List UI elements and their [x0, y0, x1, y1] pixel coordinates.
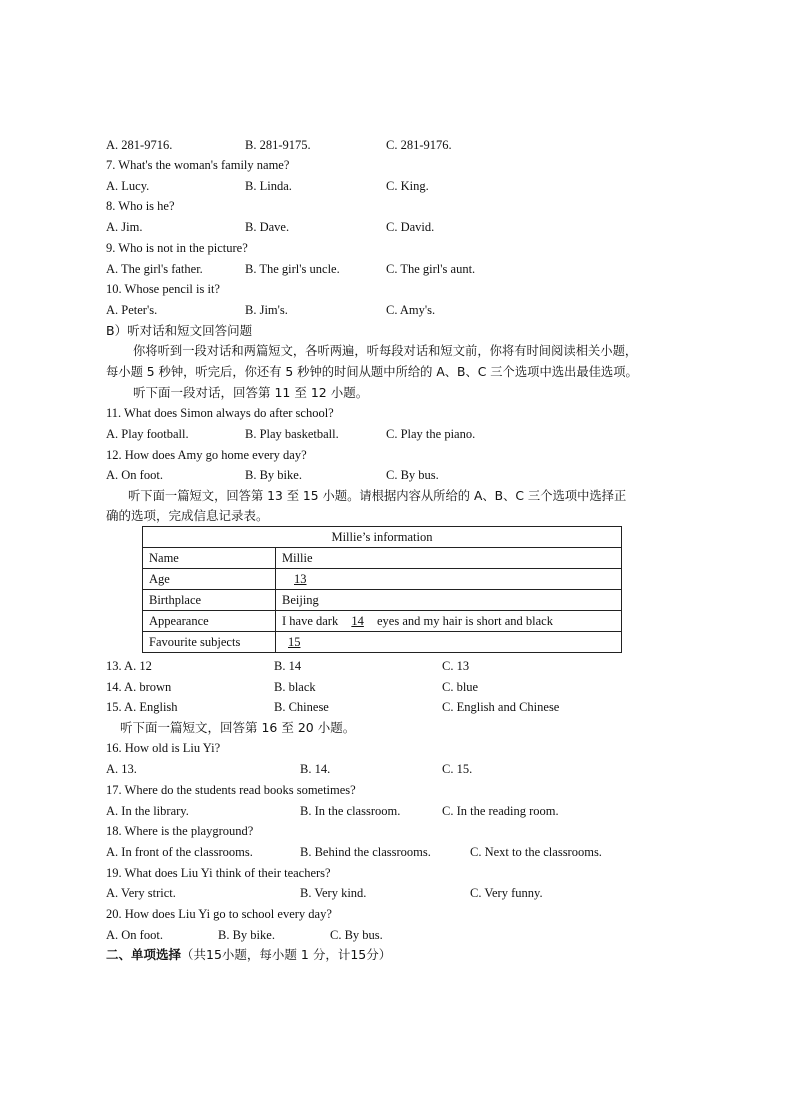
part2-heading — [106, 947, 391, 963]
q7-question: 7. What's the woman's family name? — [106, 158, 290, 172]
q6-option-a: A. 281-9716. — [106, 138, 173, 152]
q14-option-a: 14. A. brown — [106, 680, 172, 694]
row-label-appearance: Appearance — [143, 611, 276, 632]
q18-option-b: B. Behind the classrooms. — [300, 845, 431, 859]
table-row — [143, 569, 622, 590]
q6-option-c: C. 281-9176. — [386, 138, 452, 152]
q8-option-c: C. David. — [386, 220, 435, 234]
q18-option-c: C. Next to the classrooms. — [470, 845, 602, 859]
table-row — [143, 590, 622, 611]
row-label-birthplace: Birthplace — [143, 590, 276, 611]
q16-option-b: B. 14. — [300, 762, 331, 776]
q16-question: 16. How old is Liu Yi? — [106, 741, 221, 755]
appearance-post: eyes and my hair is short and black — [376, 614, 553, 628]
q10-option-b: B. Jim's. — [245, 303, 288, 317]
q11-question: 11. What does Simon always do after school? — [106, 406, 334, 420]
row-value-appearance — [276, 611, 622, 632]
q20-question: 20. How does Liu Yi go to school every day? — [106, 907, 332, 921]
table-row — [143, 632, 622, 653]
q16-option-a: A. 13. — [106, 762, 137, 776]
part2-note: （共15小题，每小题 1 分，计15分） — [181, 947, 392, 962]
q17-option-c: C. In the reading room. — [442, 804, 559, 818]
q9-option-c: C. The girl's aunt. — [386, 262, 476, 276]
dialog-intro: 听下面一段对话，回答第 11 至 12 小题。 — [133, 385, 369, 400]
passage1-intro-line1: 听下面一篇短文，回答第 13 至 15 小题。请根据内容从所给的 A、B、C 三个选项中选择正 — [128, 489, 627, 503]
subjects-blank: 15 — [288, 635, 301, 649]
q19-option-c: C. Very funny. — [470, 886, 543, 900]
row-value-subjects — [276, 632, 622, 653]
q14-option-c: C. blue — [442, 680, 479, 694]
q16-option-c: C. 15. — [442, 762, 473, 776]
q18-option-a: A. In front of the classrooms. — [106, 845, 253, 859]
age-blank: 13 — [294, 572, 307, 586]
passage2-intro: 听下面一篇短文，回答第 16 至 20 小题。 — [120, 720, 356, 735]
q17-option-a: A. In the library. — [106, 804, 189, 818]
q8-option-a: A. Jim. — [106, 220, 143, 234]
section-b-intro-line2: 每小题 5 秒钟，听完后，你还有 5 秒钟的时间从题中所给的 A、B、C 三个选项中选出最佳选项。 — [106, 365, 638, 379]
q19-question: 19. What does Liu Yi think of their teachers? — [106, 866, 331, 880]
q7-option-b: B. Linda. — [245, 179, 292, 193]
q20-option-c: C. By bus. — [330, 928, 383, 942]
q20-option-b: B. By bike. — [218, 928, 275, 942]
row-value-age — [276, 569, 622, 590]
row-label-name: Name — [143, 548, 276, 569]
q19-option-b: B. Very kind. — [300, 886, 367, 900]
q12-option-b: B. By bike. — [245, 468, 302, 482]
row-value-name: Millie — [276, 548, 622, 569]
q12-option-a: A. On foot. — [106, 468, 163, 482]
q19-option-a: A. Very strict. — [106, 886, 176, 900]
table-caption: Millie’s information — [143, 527, 622, 548]
q10-option-a: A. Peter's. — [106, 303, 158, 317]
q15-option-c: C. English and Chinese — [442, 700, 560, 714]
q15-option-b: B. Chinese — [274, 700, 329, 714]
part2-title: 二、单项选择 — [106, 947, 182, 962]
q17-option-b: B. In the classroom. — [300, 804, 401, 818]
q9-option-a: A. The girl's father. — [106, 262, 203, 276]
table-row — [143, 548, 622, 569]
q6-option-b: B. 281-9175. — [245, 138, 311, 152]
q15-option-a: 15. A. English — [106, 700, 178, 714]
q11-option-a: A. Play football. — [106, 427, 189, 441]
passage1-intro-line2: 确的选项，完成信息记录表。 — [106, 508, 269, 523]
q20-option-a: A. On foot. — [106, 928, 163, 942]
q18-question: 18. Where is the playground? — [106, 824, 254, 838]
q9-option-b: B. The girl's uncle. — [245, 262, 340, 276]
q7-option-c: C. King. — [386, 179, 429, 193]
q12-question: 12. How does Amy go home every day? — [106, 448, 307, 462]
q11-option-b: B. Play basketball. — [245, 427, 339, 441]
q10-question: 10. Whose pencil is it? — [106, 282, 220, 296]
q9-question: 9. Who is not in the picture? — [106, 241, 248, 255]
row-label-subjects: Favourite subjects — [143, 632, 276, 653]
q13-option-a: 13. A. 12 — [106, 659, 152, 673]
q8-question: 8. Who is he? — [106, 199, 175, 213]
q11-option-c: C. Play the piano. — [386, 427, 476, 441]
q13-option-c: C. 13 — [442, 659, 470, 673]
q13-option-b: B. 14 — [274, 659, 302, 673]
q7-option-a: A. Lucy. — [106, 179, 150, 193]
table-row — [143, 611, 622, 632]
appearance-pre: I have dark — [282, 614, 339, 628]
row-value-birthplace: Beijing — [276, 590, 622, 611]
millie-info-table — [142, 526, 622, 653]
q14-option-b: B. black — [274, 680, 316, 694]
q12-option-c: C. By bus. — [386, 468, 439, 482]
q10-option-c: C. Amy's. — [386, 303, 436, 317]
q17-question: 17. Where do the students read books sometimes? — [106, 783, 356, 797]
q8-option-b: B. Dave. — [245, 220, 290, 234]
section-b-intro-line1: 你将听到一段对话和两篇短文，各听两遍，听每段对话和短文前，你将有时间阅读相关小题， — [133, 344, 638, 358]
appearance-blank: 14 — [351, 614, 364, 628]
row-label-age: Age — [143, 569, 276, 590]
section-b-title: B）听对话和短文回答问题 — [106, 323, 253, 338]
